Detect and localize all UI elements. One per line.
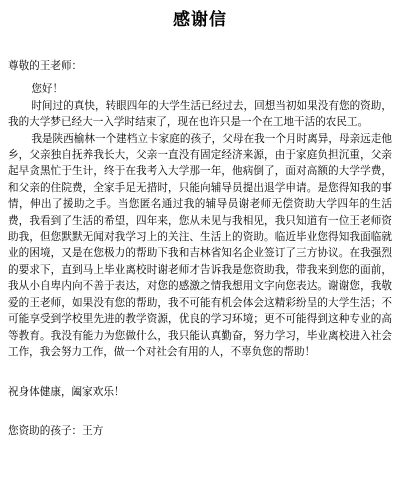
closing-wishes: 祝身体健康，阖家欢乐！ [8, 386, 125, 399]
salutation: 尊敬的王老师： [8, 60, 83, 72]
letter-title: 感谢信 [173, 10, 227, 30]
body-paragraph-2: 我是陕西榆林一个建档立卡家庭的孩子，父母在我一个月时离异，母亲远走他乡，父亲独自抚养我长大，父亲一直没有固定经济来源，由于家庭负担沉重，父亲起早贪黑忙于生计，终于在我考入大学那一年，他病倒了，面对高额的大学学费，和父亲的住院费，全家手足无措时，只能向辅导员提出退学申请。是您得知我的事情，伸出了援助之手。当您匿名通过我的辅导员谢老师无偿资助大学四年的生活费，我看到了生活的希望，四年来，您从未见与我相见，我只知道有一位王老师资助我，但您默默无闻对我学习上的关注、生活上的资助。临近毕业您得知我面临就业的困境，又是在您极力的帮助下我和吉林省知名企业签订了三方协议。在我强烈的要求下，直到马上毕业离校时谢老师才告诉我是您资助我，带我来到您的面前，我从小自卑内向不善于表达，对您的感激之情我想用文字向您表达。谢谢您，我敬爱的王老师，如果没有您的帮助，我不可能有机会体会这精彩纷呈的大学生活；不可能享受到学校里先进的教学资源，优良的学习环境；更不可能得到这种专业的高等教育。我没有能力为您做什么，我只能认真勤奋，努力学习，毕业离校进入社会工作，我会努力工作，做一个对社会有用的人，不辜负您的帮助！ [8, 132, 392, 358]
greeting: 您好！ [31, 83, 64, 96]
signature: 您资助的孩子：王方 [8, 424, 104, 437]
body-paragraph-1: 时间过的真快，转眼四年的大学生活已经过去，回想当初如果没有您的资助，我的大学梦已经大一入学时结束了，现在也许只是一个在工地干活的农民工。 [8, 99, 392, 129]
